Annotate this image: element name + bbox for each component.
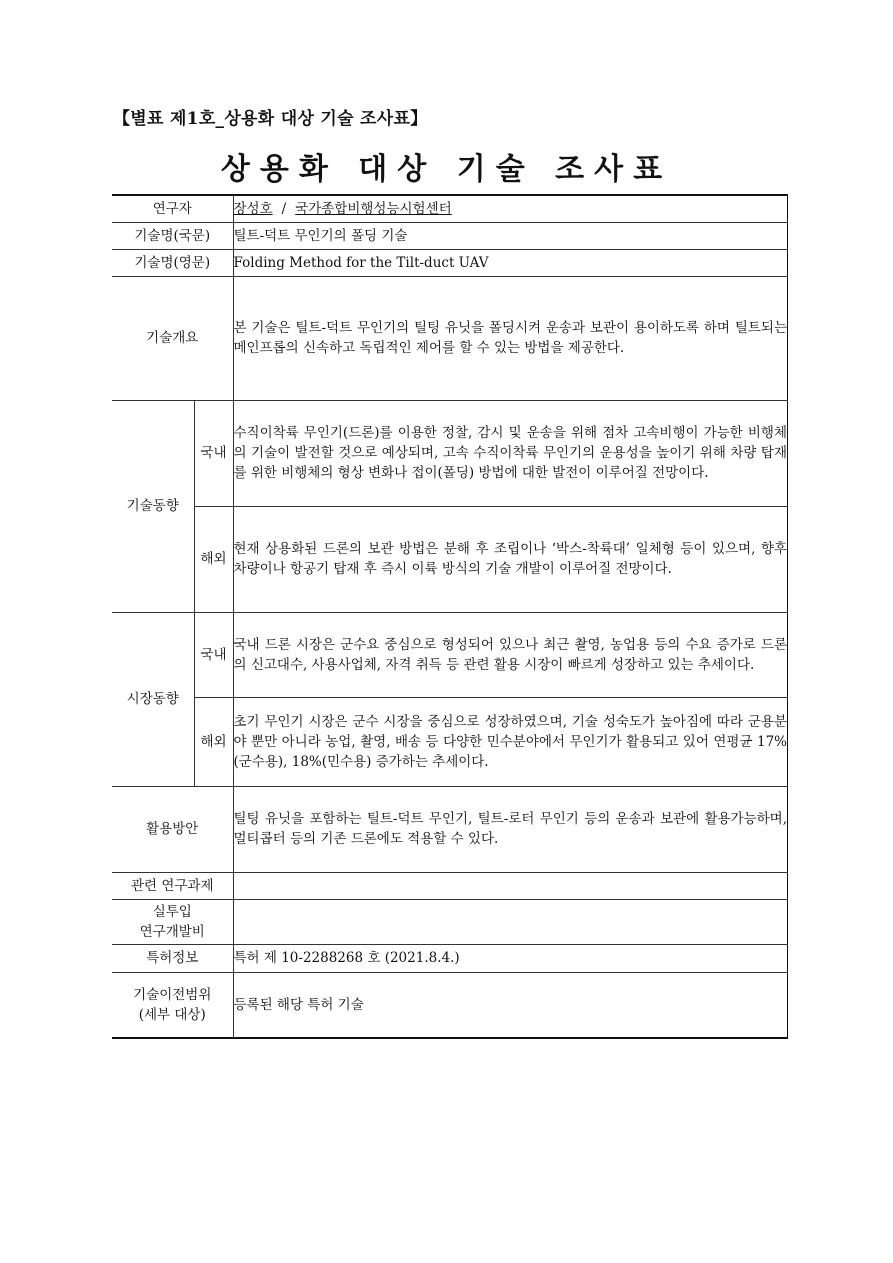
market-trend-domestic-label: 국내 xyxy=(194,612,233,697)
title-ko-label: 기술명(국문) xyxy=(112,222,233,249)
market-trend-overseas-value: 초기 무인기 시장은 군수 시장을 중심으로 성장하였으며, 기술 성숙도가 높아짐에 따라 군용분야 뿐만 아니라 농업, 촬영, 배송 등 다양한 민수분야에서 무인기가 활용되고 있어 연평균 17%(군수용), 18%(민수용) 증가하는 추세이다. xyxy=(233,697,788,786)
application-value: 틸팅 유닛을 포함하는 틸트-덕트 무인기, 틸트-로터 무인기 등의 운송과 보관에 활용가능하며, 멀티콥터 등의 기존 드론에도 적용할 수 있다. xyxy=(233,786,788,872)
row-market-trend-domestic xyxy=(112,612,788,697)
row-tech-trend-domestic xyxy=(112,400,788,506)
market-trend-label: 시장동향 xyxy=(112,612,194,786)
title-en-label: 기술명(영문) xyxy=(112,249,233,276)
rnd-cost-label xyxy=(112,899,233,944)
row-rnd-cost xyxy=(112,899,788,944)
researcher-label: 연구자 xyxy=(112,195,233,222)
title-en-value: Folding Method for the Tilt-duct UAV xyxy=(233,249,788,276)
researcher-name: 장성호 xyxy=(233,200,273,217)
tech-trend-overseas-label: 해외 xyxy=(194,506,233,612)
title-ko-value: 틸트-덕트 무인기의 폴딩 기술 xyxy=(233,222,788,249)
row-market-trend-overseas xyxy=(112,697,788,786)
patent-label: 특허정보 xyxy=(112,944,233,972)
researcher-value xyxy=(233,195,788,222)
tech-trend-label: 기술동향 xyxy=(112,400,194,612)
researcher-separator: / xyxy=(281,200,287,217)
row-researcher xyxy=(112,195,788,222)
tech-trend-overseas-value: 현재 상용화된 드론의 보관 방법은 분해 후 조립이나 ‘박스-착륙대’ 일체형 등이 있으며, 향후 차량이나 항공기 탑재 후 즉시 이륙 방식의 기술 개발이 이루어질 전망이다. xyxy=(233,506,788,612)
page-title: 상용화 대상 기술 조사표 xyxy=(220,152,673,187)
tech-trend-domestic-label: 국내 xyxy=(194,400,233,506)
row-tech-trend-overseas xyxy=(112,506,788,612)
row-application xyxy=(112,786,788,872)
transfer-scope-label-line2: (세부 대상) xyxy=(138,1006,206,1023)
row-overview xyxy=(112,276,788,400)
transfer-scope-value: 등록된 해당 특허 기술 xyxy=(233,972,788,1038)
row-patent xyxy=(112,944,788,972)
transfer-scope-label-line1: 기술이전범위 xyxy=(133,986,212,1003)
row-related-project xyxy=(112,872,788,899)
form-annex-label: 【별표 제1호_상용화 대상 기술 조사표】 xyxy=(113,109,428,129)
overview-value: 본 기술은 틸트-덕트 무인기의 틸팅 유닛을 폴딩시켜 운송과 보관이 용이하도록 하며 틸트되는 메인프롭의 신속하고 독립적인 제어를 할 수 있는 방법을 제공한다. xyxy=(233,276,788,400)
related-project-value xyxy=(233,872,788,899)
patent-value: 특허 제 10-2288268 호 (2021.8.4.) xyxy=(233,944,788,972)
overview-label: 기술개요 xyxy=(112,276,233,400)
researcher-institute: 국가종합비행성능시험센터 xyxy=(295,200,452,217)
rnd-cost-value xyxy=(233,899,788,944)
transfer-scope-label xyxy=(112,972,233,1038)
rnd-cost-label-line1: 실투입 xyxy=(152,903,192,920)
row-transfer-scope xyxy=(112,972,788,1038)
related-project-label: 관련 연구과제 xyxy=(112,872,233,899)
row-title-ko xyxy=(112,222,788,249)
tech-trend-domestic-value: 수직이착륙 무인기(드론)를 이용한 정찰, 감시 및 운송을 위해 점차 고속비행이 가능한 비행체의 기술이 발전할 것으로 예상되며, 고속 수직이착륙 무인기의 운용성을 높이기 위해 차량 탑재를 위한 비행체의 형상 변화나 접이(폴딩) 방법에 대한 발전이 이루어질 전망이다. xyxy=(233,400,788,506)
application-label: 활용방안 xyxy=(112,786,233,872)
rnd-cost-label-line2: 연구개발비 xyxy=(139,923,205,940)
market-trend-domestic-value: 국내 드론 시장은 군수요 중심으로 형성되어 있으나 최근 촬영, 농업용 등의 수요 증가로 드론의 신고대수, 사용사업체, 자격 취득 등 관련 활용 시장이 빠르게 성장하고 있는 추세이다. xyxy=(233,612,788,697)
row-title-en xyxy=(112,249,788,276)
market-trend-overseas-label: 해외 xyxy=(194,697,233,786)
technology-survey-table xyxy=(112,194,788,1039)
